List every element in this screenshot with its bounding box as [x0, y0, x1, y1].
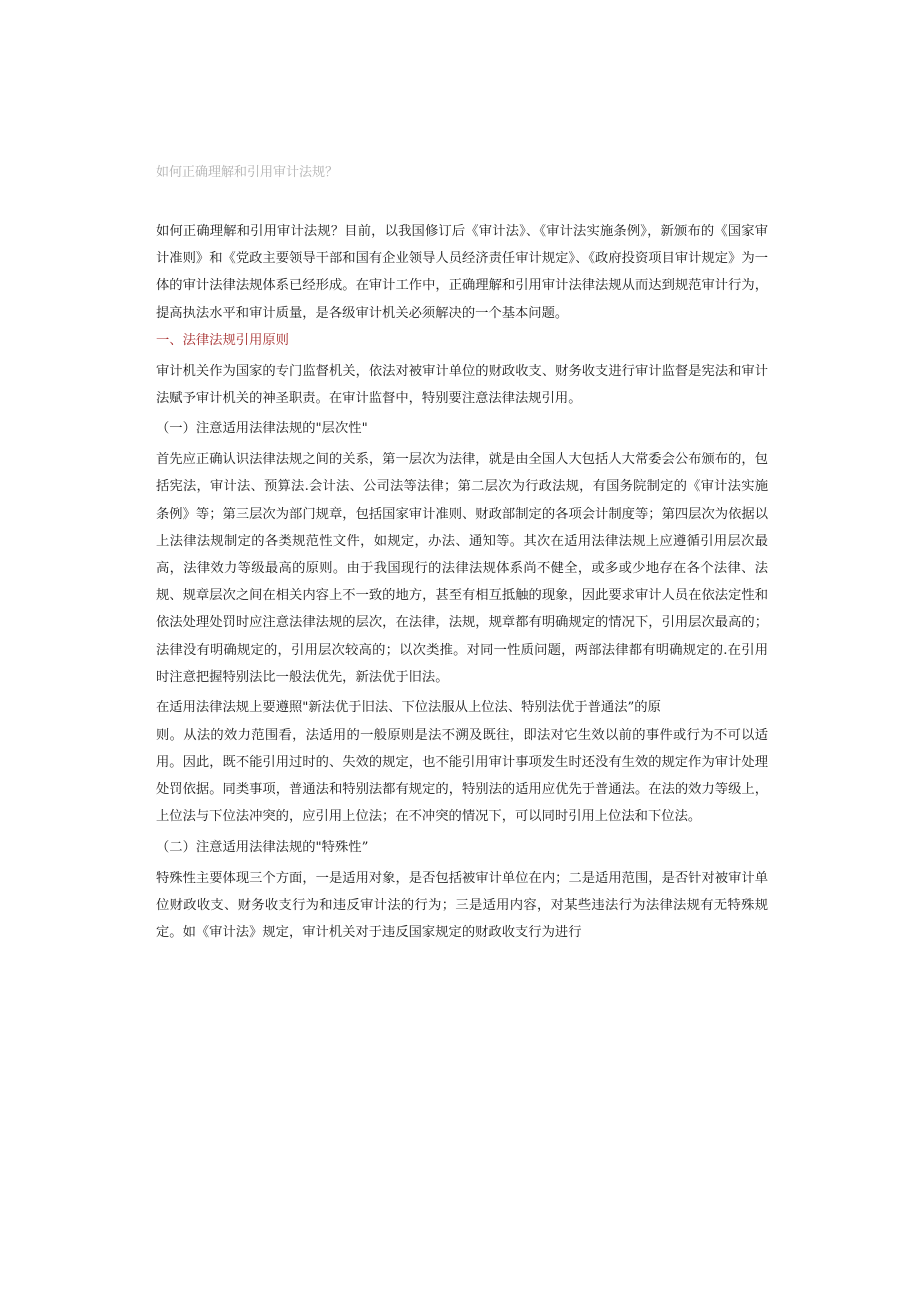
document-body	[156, 218, 768, 946]
hierarchy-paragraph: 首先应正确认识法律法规之间的关系，第一层次为法律，就是由全国人大包括人大常委会公布颁布的，包括宪法，审计法、预算法.会计法、公司法等法律；第二层次为行政法规，有国务院制定的《审计法实施条例》等；第三层次为部门规章，包括国家审计准则、财政部制定的各项会计制度等；第四层次为依据以上法律法规制定的各类规范性文件，如规定，办法、通知等。其次在适用法律法规上应遵循引用层次最高，法律效力等级最高的原则。由于我国现行的法律法规体系尚不健全，或多或少地存在各个法律、法规、规章层次之间在相关内容上不一致的地方，甚至有相互抵触的现象，因此要求审计人员在依法定性和依法处理处罚时应注意法律法规的层次，在法律，法规，规章都有明确规定的情况下，引用层次最高的；法律没有明确规定的，引用层次较高的；以次类推。对同一性质问题，两部法律都有明确规定的.在引用时注意把握特别法比一般法优先，新法优于旧法。	[156, 452, 768, 685]
document-title: 如何正确理解和引用审计法规？	[156, 165, 339, 180]
subheading-specificity: （二）注意适用法律法规的"特殊性”	[156, 839, 369, 855]
specificity-paragraph: 特殊性主要体现三个方面，一是适用对象，是否包括被审计单位在内；二是适用范围，是否针对被审计单位财政收支、财务收支行为和违反审计法的行为；三是适用内容，对某些违法行为法律法规有无特殊规定。如《审计法》规定，审计机关对于违反国家规定的财政收支行为进行	[156, 870, 768, 941]
principles-paragraph: 审计机关作为国家的专门监督机关，依法对被审计单位的财政收支、财务收支进行审计监督是宪法和审计法赋予审计机关的神圣职责。在审计监督中，特别要注意法律法规引用。	[156, 363, 768, 406]
intro-paragraph: 如何正确理解和引用审计法规？目前，以我国修订后《审计法》、《审计法实施条例》，新颁布的《国家审计准则》和《党政主要领导干部和国有企业领导人员经济责任审计规定》、《政府投资项目审计规定》为一体的审计法律法规体系已经形成。在审计工作中，正确理解和引用审计法律法规从而达到规范审计行为，提高执法水平和审计质量，是各级审计机关必须解决的一个基本问题。	[156, 224, 768, 321]
section-heading-principles: 一、法律法规引用原则	[156, 332, 289, 348]
effect-scope-paragraph: 则。从法的效力范围看，法适用的一般原则是法不溯及既往，即法对它生效以前的事件或行为不可以适用。因此，既不能引用过时的、失效的规定，也不能引用审计事项发生时还没有生效的规定作为审计处理处罚依据。同类事项，普通法和特别法都有规定的，特别法的适用应优先于普通法。在法的效力等级上，上位法与下位法冲突的，应引用上位法；在不冲突的情况下，可以同时引用上位法和下位法。	[156, 727, 768, 825]
subheading-hierarchy: （一）注意适用法律法规的"层次性"	[156, 421, 368, 437]
new-law-paragraph: 在适用法律法规上要遵照"新法优于旧法、下位法服从上位法、特别法优于普通法”的原	[156, 700, 661, 716]
